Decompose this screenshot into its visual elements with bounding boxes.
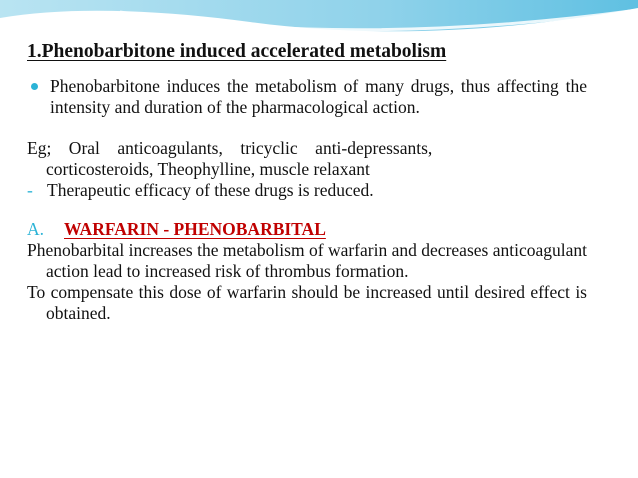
slide-title: 1.Phenobarbitone induced accelerated metabolism (27, 41, 447, 62)
example-line-1: Eg; Oral anticoagulants, tricyclic anti-depressants, (27, 138, 433, 158)
warfarin-paragraph-1: Phenobarbital increases the metabolism of warfarin and decreases anticoagulant action lead to increased risk of thrombus formation. (27, 240, 587, 281)
warfarin-paragraph-2: To compensate this dose of warfarin should be increased until desired effect is obtained. (27, 282, 587, 323)
dash-marker: - (27, 180, 33, 200)
slide-content (27, 41, 587, 324)
bullet-dot-icon (31, 83, 38, 90)
example-line-2: corticosteroids, Theophylline, muscle relaxant (46, 159, 370, 179)
efficacy-line (27, 180, 587, 201)
bullet-text: Phenobarbitone induces the metabolism of many drugs, thus affecting the intensity and duration of the pharmacological action. (50, 76, 587, 117)
section-heading (27, 219, 587, 240)
section-title: WARFARIN - PHENOBARBITAL (64, 219, 326, 239)
efficacy-text: Therapeutic efficacy of these drugs is reduced. (47, 180, 374, 200)
section-letter: A. (27, 219, 45, 239)
bullet-item (27, 76, 587, 118)
example-paragraph (27, 138, 587, 180)
